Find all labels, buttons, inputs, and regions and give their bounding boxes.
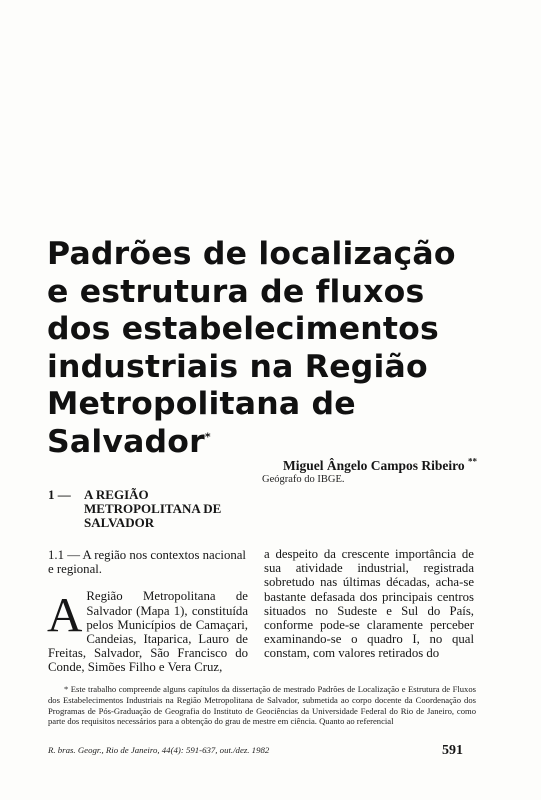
title-line: dos estabelecimentos xyxy=(47,311,439,347)
page-number: 591 xyxy=(442,743,463,758)
subsection-heading xyxy=(48,548,248,576)
author-name-text: Miguel Ângelo Campos Ribeiro xyxy=(283,458,465,473)
right-column xyxy=(264,547,474,661)
subsection-number: 1.1 — xyxy=(48,548,80,562)
article-title xyxy=(47,236,477,461)
footnote-mark: * xyxy=(64,684,69,694)
author-affiliation: Geógrafo do IBGE. xyxy=(262,474,345,485)
drop-cap: A xyxy=(47,587,83,643)
author-name xyxy=(283,458,477,474)
body-paragraph-text: Região Metropolitana de Salvador (Mapa 1), constituída pelos Municípios de Camaçari, Candeias, Itaparica, Lauro de Freitas, Salvador, São Francisco do Conde, Simões Filho e Vera Cruz, xyxy=(48,589,248,675)
title-footnote-mark: * xyxy=(204,430,211,443)
subsection-text: A região nos contextos nacional e regional. xyxy=(48,548,246,577)
body-paragraph xyxy=(48,589,248,674)
journal-citation: R. bras. Geogr., Rio de Janeiro, 44(4): 591-637, out./dez. 1982 xyxy=(48,745,270,755)
title-line: e estrutura de fluxos xyxy=(47,273,425,310)
section-title-line: SALVADOR xyxy=(84,515,155,530)
title-line: Salvador xyxy=(47,423,205,460)
section-title-line: METROPOLITANA DE xyxy=(84,501,222,516)
title-line: industriais na Região xyxy=(47,348,428,385)
title-line: Metropolitana de xyxy=(47,386,356,422)
footnote-text: Este trabalho compreende alguns capítulos da dissertação de mestrado Padrões de Localização e Estrutura de Fluxos dos Estabelecimentos Industriais na Região Metropolitana de Salvador, submetida ao corpo docente da Coordenação dos Programas de Pós-Graduação de Geografia do Instituto de Geociências da Universidade Federal do Rio de Janeiro, como parte dos requisitos necessários para a obtenção do grau de mestre em ciência. Quanto ao referencial xyxy=(48,684,476,727)
section-title-line: A REGIÃO xyxy=(84,487,149,502)
left-column xyxy=(48,548,248,675)
body-paragraph-continued: a despeito da crescente importância de sua atividade industrial, registrada sobretudo nas últimas décadas, acha-se bastante defasada dos principais centros situados no Sudeste e Sul do País, conforme pode-se claramente perceber examinando-se o quadro I, no qual constam, com valores retirados do xyxy=(264,547,474,661)
title-line: Padrões de localização xyxy=(47,236,456,272)
footnote xyxy=(48,684,476,727)
author-footnote-mark: ** xyxy=(468,456,477,467)
section-number: 1 — xyxy=(48,487,71,502)
section-title xyxy=(84,488,254,530)
